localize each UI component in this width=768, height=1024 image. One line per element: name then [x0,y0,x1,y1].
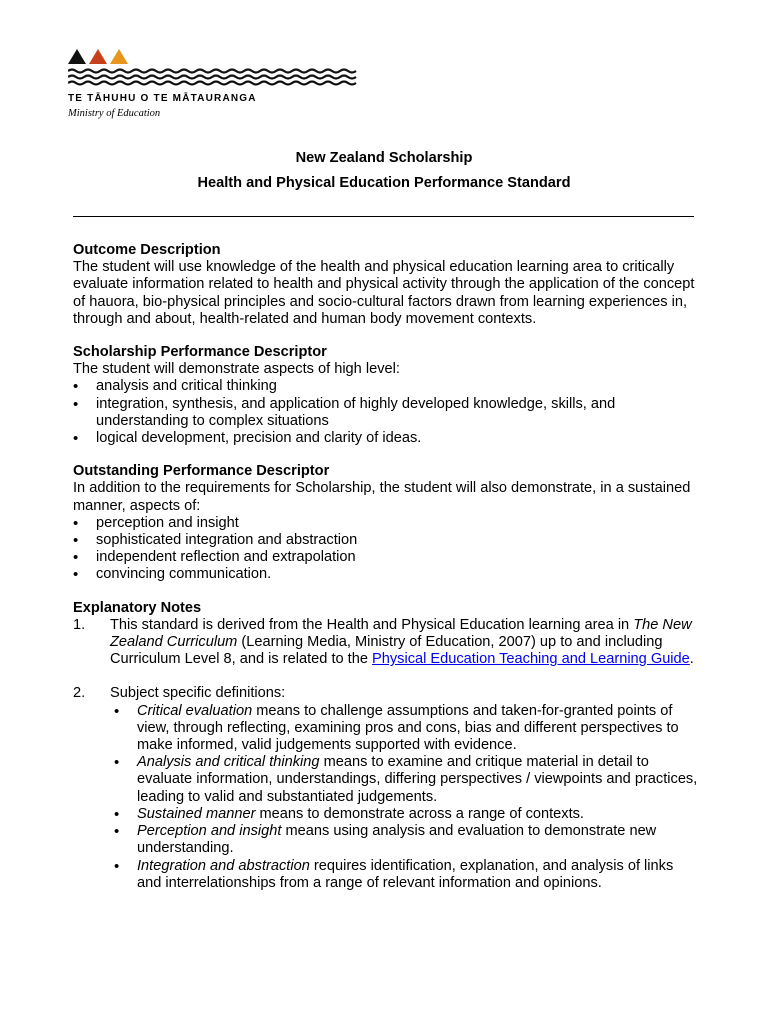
definition-text: means to challenge assumptions and taken-for-granted points of view, through reflecting, examining pros and cons, bias and different perspectives to make informed, valid judgements supported with evidence. [137,702,679,754]
teaching-guide-link[interactable]: Physical Education Teaching and Learning Guide [372,651,690,668]
note-number: 2. [73,685,86,702]
list-item: • perception and insight [73,515,698,532]
ministry-logo-icon [68,46,358,86]
definition-item [110,703,698,755]
list-item: • convincing communication. [73,566,698,583]
note-curriculum-title: The New Zealand Curriculum [110,616,692,651]
scholarship-section [73,344,698,447]
definition-text: means to demonstrate across a range of contexts. [255,805,584,822]
logo-wave-3 [68,82,356,85]
outstanding-heading: Outstanding Performance Descriptor [73,463,330,480]
note-text-mid: (Learning Media, Ministry of Education, 2007) up to and including Curriculum Level 8, and is related to the [110,634,663,668]
scholarship-intro: The student will demonstrate aspects of high level: [73,361,400,378]
definition-term: Perception and insight [137,823,282,840]
scholarship-heading: Scholarship Performance Descriptor [73,344,327,361]
definition-item [110,823,698,857]
logo-maori-name: TE TĀHUHU O TE MĀTAURANGA [68,93,257,104]
document-body [73,242,698,908]
note-item [73,685,698,891]
logo-english-name: Ministry of Education [68,108,161,119]
notes-heading: Explanatory Notes [73,599,202,616]
logo-triangle-1 [68,49,86,64]
definition-item [110,754,698,806]
list-item: • logical development, precision and clarity of ideas. [73,430,698,447]
notes-list [73,617,698,892]
definition-item [110,806,698,823]
definition-text: means to examine and critique material in detail to evaluate information, understandings, differing perspectives / viewpoints and practices, leading to valid and substantiated judgements. [137,754,698,805]
note-number: 1. [73,616,86,633]
page-title: New Zealand Scholarship [295,150,473,166]
definitions-list [110,703,698,892]
note-text-pre: This standard is derived from the Health and Physical Education learning area in [110,616,634,633]
page-subtitle: Health and Physical Education Performance Standard [197,175,571,191]
definition-term: Integration and abstraction [137,857,310,874]
list-item: • integration, synthesis, and application of highly developed knowledge, skills, and understanding to complex situations [73,396,698,430]
list-item: • sophisticated integration and abstraction [73,532,698,549]
logo-triangle-2 [89,49,107,64]
list-item: • analysis and critical thinking [73,378,698,395]
definition-term: Critical evaluation [137,702,253,719]
scholarship-list [73,378,698,447]
outstanding-intro: In addition to the requirements for Scholarship, the student will also demonstrate, in a sustained manner, aspects of: [73,480,691,514]
logo-wave-2 [68,76,356,79]
ministry-logo [68,46,358,119]
divider [73,216,694,217]
definition-term: Sustained manner [137,805,256,822]
outcome-text: The student will use knowledge of the health and physical education learning area to critically evaluate information related to health and physical activity through the application of the concept of hauora, bio-physical principles and socio-cultural factors drawn from learning experiences in, through and about, health-related and human body movement contexts. [73,259,695,327]
note-item [73,617,698,669]
definitions-intro: Subject specific definitions: [110,685,286,702]
outstanding-list [73,515,698,584]
definition-text: requires identification, explanation, and analysis of links and interrelationships from a range of relevant information and opinions. [137,857,674,891]
outcome-section [73,242,698,328]
logo-wave-1 [68,70,356,73]
logo-triangle-3 [110,49,128,64]
definition-item [110,858,698,892]
definition-term: Analysis and critical thinking [137,754,320,771]
outstanding-section [73,463,698,583]
definition-text: means using analysis and evaluation to demonstrate new understanding. [137,823,657,857]
note-text-post: . [689,651,694,668]
outcome-heading: Outcome Description [73,242,221,258]
notes-section [73,600,698,892]
list-item: • independent reflection and extrapolation [73,549,698,566]
